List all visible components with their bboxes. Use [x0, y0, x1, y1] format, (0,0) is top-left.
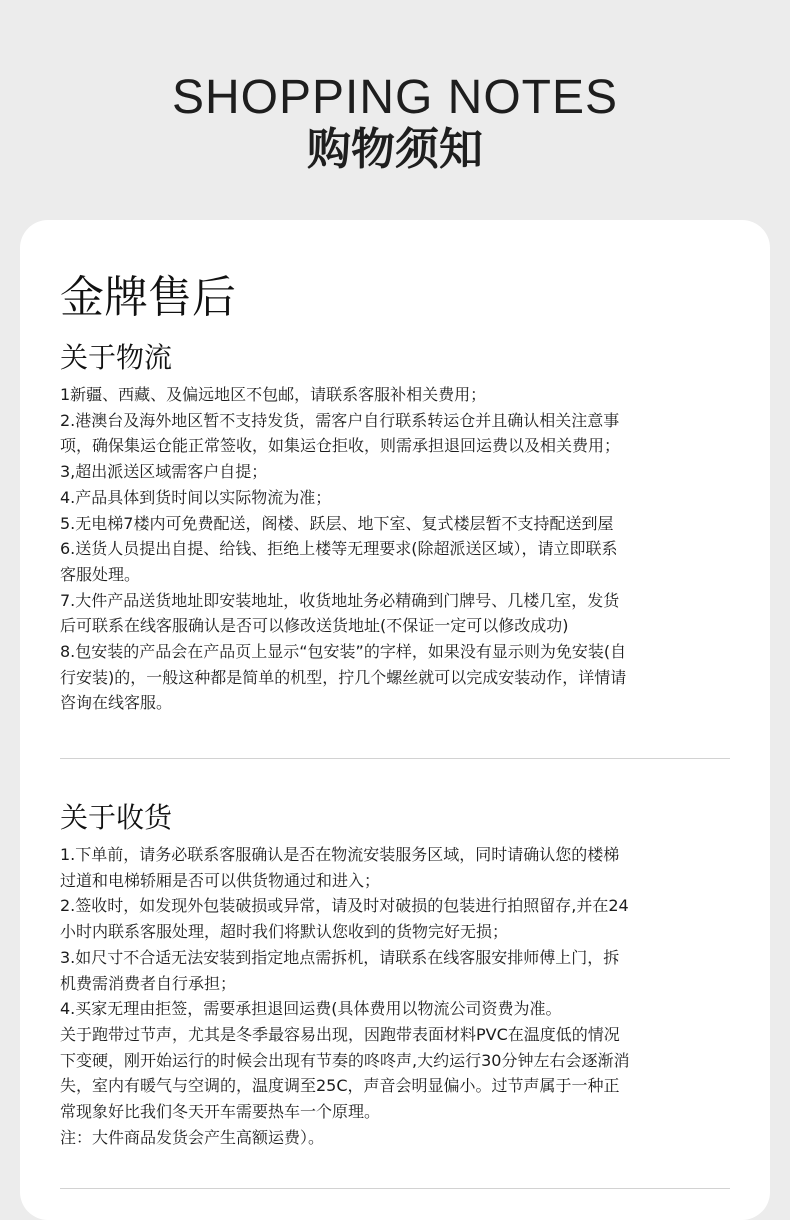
title-english: SHOPPING NOTES	[171, 71, 619, 124]
receiving-line: 常现象好比我们冬天开车需要热车一个原理。	[60, 1102, 381, 1122]
logistics-line: 5.无电梯7楼内可免费配送，阁楼、跃层、地下室、复式楼层暂不支持配送到屋	[60, 513, 614, 533]
logistics-line: 行安装)的，一般这种都是简单的机型，拧几个螺丝就可以完成安装动作，详情请	[60, 667, 627, 687]
logistics-line: 1新疆、西藏、及偏远地区不包邮，请联系客服补相关费用；	[60, 385, 487, 404]
after-sales-card	[20, 220, 770, 1220]
receiving-line: 2.签收时，如发现外包装破损或异常，请及时对破损的包装进行拍照留存,并在24	[60, 896, 629, 916]
section-divider	[60, 758, 730, 759]
logistics-line: 7.大件产品送货地址即安装地址，收货地址务必精确到门牌号、几楼几室，发货	[60, 590, 620, 610]
logistics-line: 8.包安装的产品会在产品页上显示“包安装”的字样，如果没有显示则为免安装(自	[60, 642, 627, 662]
receiving-line: 注：大件商品发货会产生高额运费）。	[60, 1127, 325, 1147]
card-title: 金牌售后	[60, 272, 236, 323]
title-chinese: 购物须知	[307, 124, 483, 175]
logistics-line: 4.产品具体到货时间以实际物流为准；	[60, 487, 332, 507]
receiving-line: 关于跑带过节声，尤其是冬季最容易出现，因跑带表面材料PVC在温度低的情况	[60, 1024, 620, 1044]
receiving-line: 3.如尺寸不合适无法安装到指定地点需拆机，请联系在线客服安排师傅上门，拆	[60, 947, 620, 967]
receiving-line: 失，室内有暖气与空调的，温度调至25C，声音会明显偏小。过节声属于一种正	[60, 1076, 620, 1096]
section-divider	[60, 1188, 730, 1189]
receiving-line: 下变硬，刚开始运行的时候会出现有节奏的咚咚声,大约运行30分钟左右会逐渐消	[60, 1050, 630, 1070]
receiving-line: 过道和电梯轿厢是否可以供货物通过和进入；	[60, 870, 381, 890]
logistics-line: 2.港澳台及海外地区暂不支持发货，需客户自行联系转运仓并且确认相关注意事	[60, 410, 620, 430]
receiving-line: 小时内联系客服处理，超时我们将默认您收到的货物完好无损；	[60, 922, 509, 942]
logistics-line: 后可联系在线客服确认是否可以修改送货地址(不保证一定可以修改成功)	[60, 616, 569, 636]
logistics-line: 项，确保集运仓能正常签收，如集运仓拒收，则需承担退回运费以及相关费用；	[60, 436, 621, 456]
receiving-line: 1.下单前，请务必联系客服确认是否在物流安装服务区域，同时请确认您的楼梯	[60, 845, 620, 864]
page-header	[0, 0, 790, 220]
logistics-lines	[60, 382, 730, 716]
receiving-line: 4.买家无理由拒签，需要承担退回运费(具体费用以物流公司资费为准。	[60, 999, 562, 1019]
logistics-line: 客服处理。	[60, 564, 141, 584]
logistics-line: 6.送货人员提出自提、给钱、拒绝上楼等无理要求(除超派送区域），请立即联系	[60, 539, 618, 559]
logistics-section	[60, 338, 730, 716]
receiving-line: 机费需消费者自行承担；	[60, 973, 237, 993]
logistics-title: 关于物流	[60, 341, 173, 374]
logistics-line: 咨询在线客服。	[60, 693, 173, 713]
logistics-line: 3,超出派送区域需客户自提；	[60, 462, 268, 482]
receiving-lines	[60, 842, 730, 1150]
receiving-title: 关于收货	[60, 801, 173, 834]
receiving-section	[60, 798, 730, 1150]
